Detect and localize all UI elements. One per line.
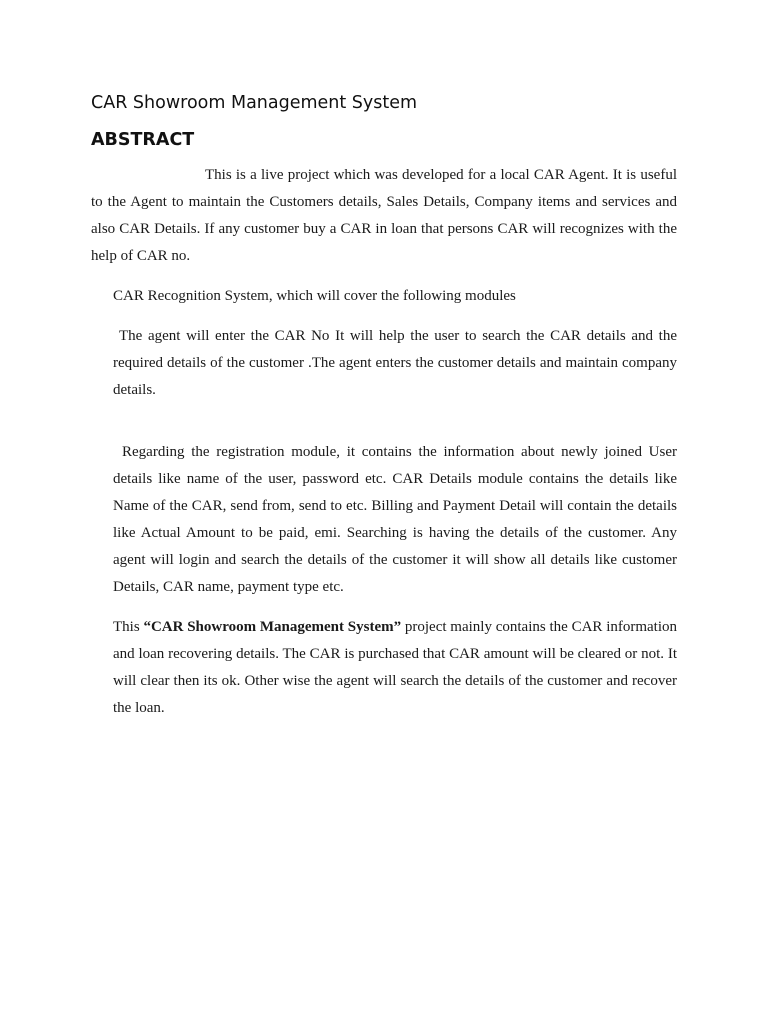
summary-project-name: “CAR Showroom Management System”	[143, 619, 402, 635]
paragraph-intro: This is a live project which was developed for a local CAR Agent. It is useful to the Agent to maintain the Customers details, Sales Details, Company items and services and also CAR Details. If any customer buy a CAR in loan that persons CAR will recognizes with the help of CAR no.	[91, 167, 677, 264]
paragraph-modules-intro: CAR Recognition System, which will cover the following modules	[113, 288, 516, 304]
summary-rest: project mainly contains the CAR information and loan recovering details. The CAR is purchased that CAR amount will be cleared or not. It will clear then its ok. Other wise the agent will search the details of the customer and recover the loan.	[113, 619, 678, 716]
document-title: CAR Showroom Management System	[91, 93, 418, 113]
summary-prefix: This	[113, 619, 144, 635]
section-heading-abstract: ABSTRACT	[91, 130, 195, 150]
paragraph-agent-module: The agent will enter the CAR No It will help the user to search the CAR details and the required details of the customer .The agent enters the customer details and maintain company details.	[113, 328, 677, 398]
paragraph-registration-module: Regarding the registration module, it contains the information about newly joined User details like name of the user, password etc. CAR Details module contains the details like Name of the CAR, send from, send to etc. Billing and Payment Detail will contain the details like Actual Amount to be paid, emi. Searching is having the details of the customer. Any agent will login and search the details of the customer it will show all details like customer Details, CAR name, payment type etc.	[113, 444, 677, 595]
paragraph-summary	[113, 614, 677, 722]
